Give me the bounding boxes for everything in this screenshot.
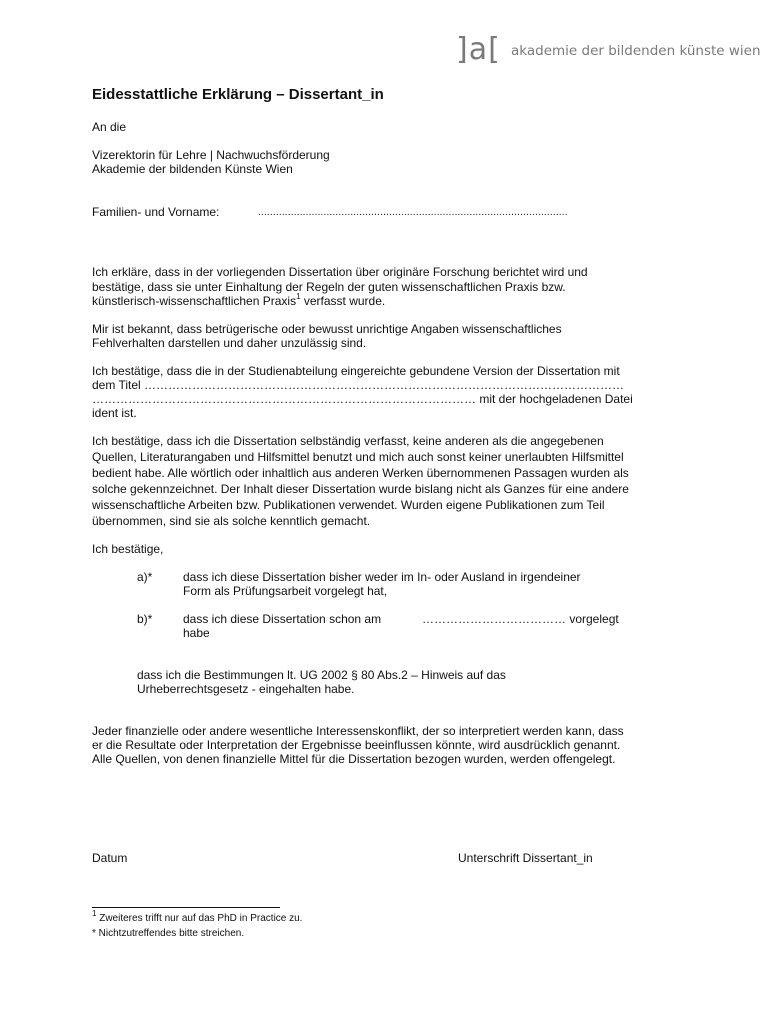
item-a-marker: a)*: [137, 570, 153, 584]
footnote-1: [92, 908, 303, 925]
footnote-1-number: 1: [92, 908, 97, 918]
footnote-2: * Nichtzutreffendes bitte streichen.: [92, 928, 245, 939]
declaration-p1-line-1: Ich erkläre, dass in der vorliegenden Dissertation über originäre Forschung berichtet wird und: [92, 265, 588, 279]
declaration-p4-line-6: übernommen, sind sie als solche kenntlich gemacht.: [92, 514, 371, 528]
declaration-p3-line-2: dem Titel …………………………………………………………………………………………………………: [92, 378, 625, 392]
p1-text-end: verfasst wurde.: [300, 294, 386, 308]
declaration-p4-line-2: Quellen, Literaturangaben und Hilfsmittel benutzt und mich auch sonst keiner unerlaubten Hilfsmittel: [92, 450, 624, 464]
declaration-p2-line-2: Fehlverhalten darstellen und daher unzulässig sind.: [92, 336, 367, 350]
recipient-line-1: An die: [92, 120, 127, 134]
item-b-line-1: dass ich diese Dissertation schon am: [183, 612, 382, 626]
ug-line-2: Urheberrechtsgesetz - eingehalten habe.: [137, 682, 355, 696]
declaration-p3-line-4: ident ist.: [92, 406, 137, 420]
footnote-divider: [92, 907, 280, 908]
date-label: Datum: [92, 851, 128, 865]
recipient-line-3: Akademie der bildenden Künste Wien: [92, 162, 293, 176]
p1-text: künstlerisch-wissenschaftlichen Praxis: [92, 294, 297, 308]
declaration-p4-line-3: bedient habe. Alle wörtlich oder inhaltlich aus anderen Werken übernommenen Passagen wurden als: [92, 466, 629, 480]
document-title: Eidesstattliche Erklärung – Dissertant_in: [92, 86, 384, 103]
recipient-line-2: Vizerektorin für Lehre | Nachwuchsförderung: [92, 148, 330, 162]
logo-mark: ]a[: [456, 32, 501, 67]
item-a-line-2: Form als Prüfungsarbeit vorgelegt hat,: [183, 584, 388, 598]
declaration-p2-line-1: Mir ist bekannt, dass betrügerische oder bewusst unrichtige Angaben wissenschaftliches: [92, 322, 562, 336]
conflict-line-2: er die Resultate oder Interpretation der Ergebnisse beeinflussen könnte, wird ausdrücklich genannt.: [92, 738, 621, 752]
item-b-marker: b)*: [137, 612, 153, 626]
declaration-p1-line-3: [92, 294, 385, 309]
declaration-p3-line-3: …………………………………………………………………………………… mit der hochgeladenen Datei: [92, 392, 633, 406]
item-a-line-1: dass ich diese Dissertation bisher weder im In- oder Ausland in irgendeiner: [183, 570, 581, 584]
item-b-date-field: ……………………………… vorgelegt: [422, 612, 619, 626]
signature-label: Unterschrift Dissertant_in: [458, 851, 593, 865]
footnote-1-text: Zweiteres trifft nur auf das PhD in Practice zu.: [96, 913, 303, 924]
declaration-p4-line-5: wissenschaftliche Arbeiten bzw. Publikationen verwendet. Wurden eigene Publikationen zum Teil: [92, 498, 605, 512]
conflict-line-1: Jeder finanzielle oder andere wesentliche Interessenskonflikt, der so interpretiert werden kann, dass: [92, 724, 624, 738]
conflict-line-3: Alle Quellen, von denen finanzielle Mittel für die Dissertation bezogen wurden, werden offengelegt.: [92, 752, 616, 766]
footnote-ref-1: 1: [296, 292, 301, 301]
logo-name: akademie der bildenden künste wien: [511, 43, 761, 59]
name-field-label: Familien- und Vorname:: [92, 205, 220, 219]
declaration-p4-line-4: solche gekennzeichnet. Der Inhalt dieser Dissertation wurde bislang nicht als Ganzes für eine andere: [92, 482, 629, 496]
item-b-line-2: habe: [183, 626, 210, 640]
name-field-dots: ........................................................................................................: [258, 207, 568, 218]
ug-line-1: dass ich die Bestimmungen lt. UG 2002 § 80 Abs.2 – Hinweis auf das: [137, 668, 506, 682]
declaration-p4-line-1: Ich bestätige, dass ich die Dissertation selbständig verfasst, keine anderen als die angegebenen: [92, 434, 604, 448]
confirm-intro: Ich bestätige,: [92, 542, 164, 556]
declaration-p1-line-2: bestätige, dass sie unter Einhaltung der Regeln der guten wissenschaftlichen Praxis bzw.: [92, 280, 566, 294]
declaration-p3-line-1: Ich bestätige, dass die in der Studienabteilung eingereichte gebundene Version der Dissertation mit: [92, 364, 620, 378]
